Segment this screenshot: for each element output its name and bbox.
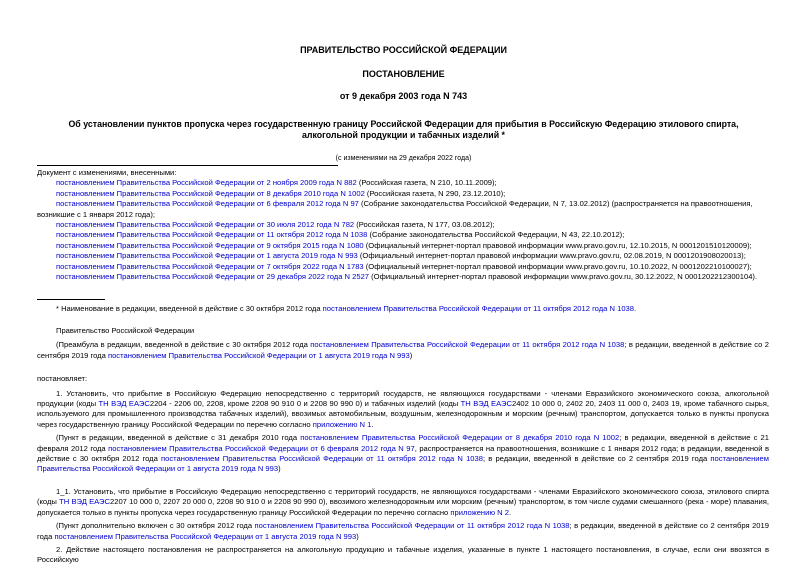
tn-ved-link[interactable]: ТН ВЭД ЕАЭС xyxy=(59,497,110,507)
change-item xyxy=(37,199,769,220)
document-title-line-2: алкогольной продукции и табачных изделий * xyxy=(302,130,505,140)
footnote-link[interactable]: постановлением Правительства Российской Федерации от 11 октября 2012 года N 1038 xyxy=(322,304,634,313)
paragraph-text: 1_1. Установить, что прибытие в Российскую Федерацию непосредственно с территорий государств, не являющихся государствами - членами Евразийского экономического союза, этилового спирта (коды xyxy=(37,486,769,507)
document-title xyxy=(0,119,807,141)
amendment-link[interactable]: постановлением Правительства Российской Федерации от 1 августа 2019 года N 993 xyxy=(37,454,769,474)
footnote xyxy=(37,304,769,314)
paragraph-text: . xyxy=(508,507,512,517)
footnote-divider xyxy=(37,299,105,300)
amendment-link[interactable]: постановлением Правительства Российской Федерации от 6 февраля 2012 года N 97 xyxy=(56,199,359,209)
note-text: ) xyxy=(409,350,413,360)
paragraph-1-1-note xyxy=(37,521,769,542)
change-item-source: (Официальный интернет-портал правовой информации www.pravo.gov.ru, 12.10.2015, N 0001201510120009); xyxy=(363,240,752,250)
amendment-link[interactable]: постановлением Правительства Российской Федерации от 1 августа 2019 года N 993 xyxy=(56,251,358,261)
document-date-heading: от 9 декабря 2003 года N 743 xyxy=(339,91,468,101)
note-text: ; в редакции, введенной в действие со 2 сентября 2019 года xyxy=(37,521,769,541)
change-item-source: (Российская газета, N 210, 10.11.2009); xyxy=(356,178,497,188)
document-body xyxy=(37,326,769,566)
amendment-link[interactable]: постановлением Правительства Российской Федерации от 11 октября 2012 года N 1038 xyxy=(56,230,368,240)
paragraph-2: 2. Действие настоящего постановления не распространяется на алкогольную продукцию и табачные изделия, указанные в пункте 1 настоящего постановления, в случае, если они ввозятся в Российскую xyxy=(37,544,769,565)
change-item xyxy=(37,272,769,282)
change-item-source: (Официальный интернет-портал правовой информации www.pravo.gov.ru, 02.08.2019, N 0001201908020013); xyxy=(357,251,746,261)
paragraph-text: . xyxy=(371,419,374,429)
resolves-line: постановляет: xyxy=(37,374,88,384)
changes-list xyxy=(37,168,769,282)
change-item xyxy=(37,189,769,199)
edition-note: (с изменениями на 29 декабря 2022 года) xyxy=(335,155,472,162)
amendment-link[interactable]: постановлением Правительства Российской Федерации от 29 декабря 2022 года N 2527 xyxy=(56,272,370,282)
change-item xyxy=(37,220,769,230)
amendment-link[interactable]: постановлением Правительства Российской Федерации от 6 февраля 2012 года N 97 xyxy=(108,443,415,453)
changes-intro: Документ с изменениями, внесенными: xyxy=(37,168,177,177)
change-item-source: (Российская газета, N 177, 03.08.2012); xyxy=(354,220,495,230)
change-item xyxy=(37,230,769,240)
note-text: (Преамбула в редакции, введенной в действие с 30 октября 2012 года xyxy=(56,340,311,350)
government-line: Правительство Российской Федерации xyxy=(56,326,195,335)
amendment-link[interactable]: постановлением Правительства Российской Федерации от 11 октября 2012 года N 1038 xyxy=(310,340,625,350)
amendment-link[interactable]: постановлением Правительства Российской Федерации от 30 июля 2012 года N 782 xyxy=(56,220,355,230)
paragraph-text: 1. Установить, что прибытие в Российскую Федерацию непосредственно с территорий государств, не являющихся государствами - членами Евразийского экономического союза, алкогольной продукции (коды xyxy=(37,388,769,409)
preamble-note xyxy=(37,340,769,361)
amendment-link[interactable]: постановлением Правительства Российской Федерации от 1 августа 2019 года N 993 xyxy=(107,350,410,360)
paragraph-1-note xyxy=(37,433,769,475)
document-type-heading: ПОСТАНОВЛЕНИЕ xyxy=(362,69,445,79)
tn-ved-link[interactable]: ТН ВЭД ЕАЭС xyxy=(460,399,512,409)
note-text: , распространяется на правоотношения, возникшие с 1 января 2012 года; в редакции, введенной в действие с 30 октября 2012 года xyxy=(37,443,770,464)
amendment-link[interactable]: постановлением Правительства Российской Федерации от 2 ноября 2009 года N 882 xyxy=(56,178,357,188)
appendix-1-link[interactable]: приложению N 1 xyxy=(312,419,372,429)
amendment-link[interactable]: постановлением Правительства Российской Федерации от 1 августа 2019 года N 993 xyxy=(54,531,357,541)
change-item xyxy=(37,241,769,251)
note-text: (Пункт дополнительно включен с 30 октября 2012 года xyxy=(56,521,255,531)
paragraph-text: 2207 10 000 0, 2207 20 000 0, 2208 90 910 0 и 2208 90 990 0), ввозимого железнодорожным или морским (речным) транспортом, в том числе судами смешанного (река - море) плавания, допускается только в пункты пропуска через государственную границу Российской Федерации по перечню согласно xyxy=(37,497,769,517)
appendix-2-link[interactable]: приложению N 2 xyxy=(450,507,509,517)
note-text: ; в редакции, введенной в действие со 2 сентября 2019 года xyxy=(482,454,711,464)
change-item-source: (Официальный интернет-портал правовой информации www.pravo.gov.ru, 10.10.2022, N 0001202210100027); xyxy=(363,261,752,271)
note-text: ) xyxy=(356,531,359,541)
change-item-source: (Российская газета, N 290, 23.12.2010); xyxy=(364,188,506,198)
paragraph-text: 2204 - 2206 00, 2208, кроме 2208 90 910 0 и 2208 90 990 0) и табачных изделий (коды xyxy=(149,399,461,409)
change-item-source: (Официальный интернет-портал правовой информации www.pravo.gov.ru, 30.12.2022, N 0001202212300104). xyxy=(369,272,758,282)
paragraph-text: 2402 10 000 0, 2402 20, 2403 11 000 0, 2403 19, кроме табачного сырья, используемого для промышленного производства табачных изделий), ввозимых автомобильным, воздушным, железнодорожным и морским (речным) транспортом, допускается только в пункты пропуска через государственную границу Российской Федерации по перечню согласно xyxy=(37,399,769,429)
changes-divider-top xyxy=(37,165,338,166)
paragraph-1-1 xyxy=(37,487,769,518)
note-text: ; в редакции, введенной в действие с 21 февраля 2012 года xyxy=(37,433,769,453)
change-item xyxy=(37,251,769,261)
footnote-end: . xyxy=(634,304,637,313)
amendment-link[interactable]: постановлением Правительства Российской Федерации от 8 декабря 2010 года N 1002 xyxy=(300,433,620,443)
change-item xyxy=(37,178,769,188)
note-text: ; в редакции, введенной в действие со 2 сентября 2019 года xyxy=(37,340,769,360)
change-item xyxy=(37,262,769,272)
government-heading: ПРАВИТЕЛЬСТВО РОССИЙСКОЙ ФЕДЕРАЦИИ xyxy=(300,45,507,55)
amendment-link[interactable]: постановлением Правительства Российской Федерации от 11 октября 2012 года N 1038 xyxy=(161,454,483,464)
amendment-link[interactable]: постановлением Правительства Российской Федерации от 8 декабря 2010 года N 1002 xyxy=(56,188,365,198)
change-item-source: (Собрание законодательства Российской Федерации, N 7, 13.02.2012) (распространяется на правоотношения, возникшие с 1 января 2012 года); xyxy=(37,199,753,219)
document-title-line-1: Об установлении пунктов пропуска через государственную границу Российской Федерации для прибытия в Российскую Федерацию этилового спирта, xyxy=(68,119,739,129)
amendment-link[interactable]: постановлением Правительства Российской Федерации от 11 октября 2012 года N 1038 xyxy=(254,521,570,531)
amendment-link[interactable]: постановлением Правительства Российской Федерации от 7 октября 2022 года N 1783 xyxy=(56,261,364,271)
change-item-source: (Собрание законодательства Российской Федерации, N 43, 22.10.2012); xyxy=(367,230,625,240)
note-text: (Пункт в редакции, введенной в действие с 31 декабря 2010 года xyxy=(56,433,301,443)
footnote-text: * Наименование в редакции, введенной в действие с 30 октября 2012 года xyxy=(56,304,323,313)
amendment-link[interactable]: постановлением Правительства Российской Федерации от 9 октября 2015 года N 1080 xyxy=(56,240,364,250)
paragraph-1 xyxy=(37,389,769,431)
tn-ved-link[interactable]: ТН ВЭД ЕАЭС xyxy=(98,399,150,409)
note-text: ) xyxy=(278,464,281,474)
